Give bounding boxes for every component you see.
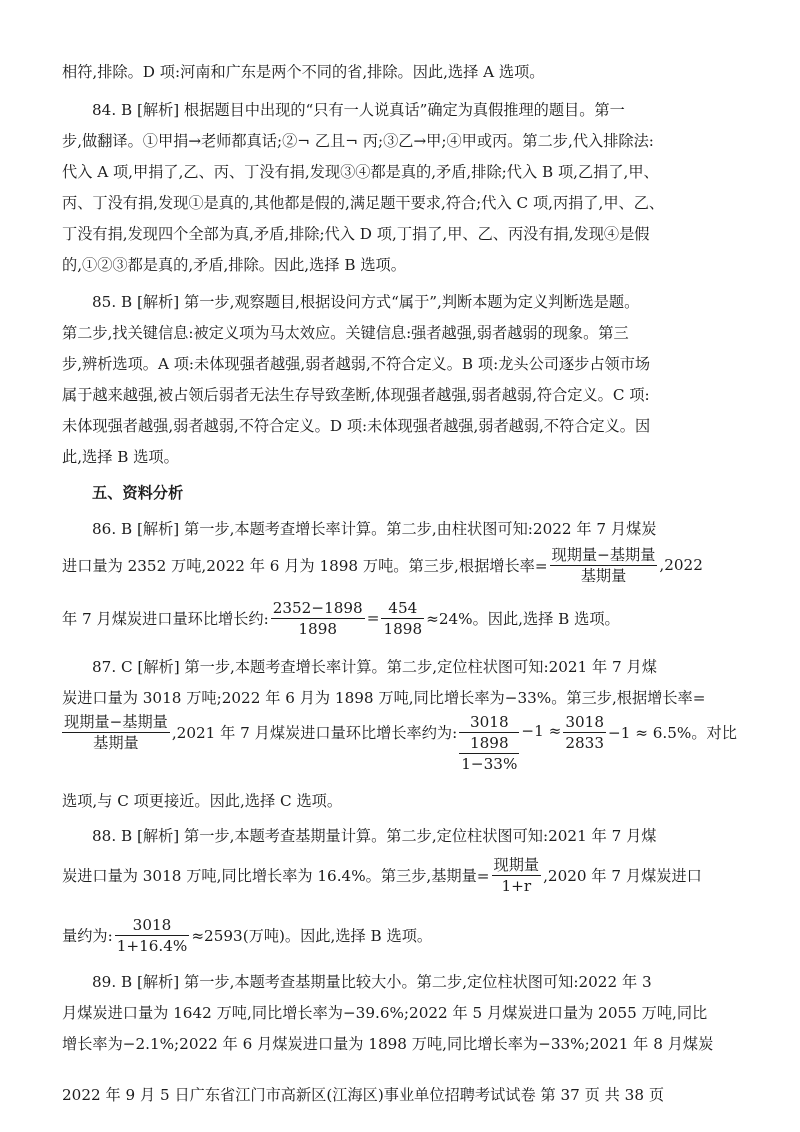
section-heading: 五、资料分析 — [92, 484, 184, 502]
fraction-numerator: 2352−1898 — [272, 598, 363, 617]
fraction-denominator: 1−33% — [461, 755, 518, 773]
fraction-denominator: 2833 — [565, 734, 604, 752]
q89-line: 89. B [解析] 第一步,本题考查基期量比较大小。第二步,定位柱状图可知:2022 年 3 — [92, 973, 652, 991]
page-footer: 2022 年 9 月 5 日广东省江门市高新区(江海区)事业单位招聘考试试卷 第 37 页 共 38 页 — [62, 1086, 665, 1104]
fraction-numerator: 3018 — [459, 712, 519, 733]
fraction-numerator: 现期量 — [493, 855, 540, 874]
q87-text: −1 ≈ — [521, 722, 562, 740]
q88-formula-line — [62, 852, 738, 898]
q86-text: ≈24%。因此,选择 B 选项。 — [426, 609, 620, 628]
q86-fraction-2 — [381, 598, 424, 639]
q86-calc-line — [62, 595, 738, 641]
q88-line: 88. B [解析] 第一步,本题考查基期量计算。第二步,定位柱状图可知:2021 年 7 月煤 — [92, 827, 657, 845]
fraction-numerator: 454 — [381, 598, 424, 619]
fraction-denominator: 1898 — [298, 619, 338, 638]
q86-text: 进口量为 2352 万吨,2022 年 6 月为 1898 万吨。第三步,根据增长率= — [62, 556, 548, 575]
q88-calc-line — [62, 912, 738, 958]
growth-rate-fraction — [62, 712, 170, 753]
q85-line: 第二步,找关键信息:被定义项为马太效应。关键信息:强者越强,弱者越弱的现象。第三 — [62, 324, 629, 342]
q87-line: 选项,与 C 项更接近。因此,选择 C 选项。 — [62, 792, 343, 810]
growth-rate-fraction — [550, 545, 658, 586]
q85-line: 属于越来越强,被占领后弱者无法生存导致垄断,体现强者越强,弱者越弱,符合定义。C 项: — [62, 386, 650, 404]
equals-sign: = — [366, 609, 380, 627]
base-period-fraction — [492, 855, 542, 896]
q87-compound-fraction — [459, 712, 519, 774]
q86-text: ,2022 — [659, 556, 703, 574]
q85-line: 85. B [解析] 第一步,观察题目,根据设问方式“属于”,判断本题为定义判断选是题。 — [92, 293, 640, 311]
fraction-numerator: 3018 — [115, 915, 190, 936]
fraction-numerator: 现期量−基期量 — [551, 545, 656, 564]
q88-text: ,2020 年 7 月煤炭进口 — [543, 866, 702, 885]
fraction-numerator: 3018 — [565, 713, 604, 731]
q88-fraction — [115, 915, 190, 956]
q84-line: 丁没有捐,发现四个全部为真,矛盾,排除;代入 D 项,丁捐了,甲、乙、丙没有捐,发现④是假 — [62, 225, 650, 243]
q84-line: 代入 A 项,甲捐了,乙、丙、丁没有捐,发现③④都是真的,矛盾,排除;代入 B 项,乙捐了,甲、 — [62, 163, 659, 181]
q84-line: 丙、丁没有捐,发现①是真的,其他都是假的,满足题干要求,符合;代入 C 项,丙捐了,甲、乙、 — [62, 194, 665, 212]
q85-line: 此,选择 B 选项。 — [62, 448, 179, 466]
q86-text: 年 7 月煤炭进口量环比增长约: — [62, 609, 269, 628]
fraction-denominator: 1898 — [383, 619, 423, 638]
text-line: 相符,排除。D 项:河南和广东是两个不同的省,排除。因此,选择 A 选项。 — [62, 63, 545, 81]
q85-line: 步,辨析选项。A 项:未体现强者越强,弱者越弱,不符合定义。B 项:龙头公司逐步占领市场 — [62, 355, 651, 373]
fraction-denominator: 基期量 — [580, 566, 627, 585]
q86-formula-line — [62, 542, 738, 588]
fraction-denominator: 1+r — [501, 876, 532, 895]
fraction-denominator: 1898 — [459, 733, 519, 754]
q84-line: 的,①②③都是真的,矛盾,排除。因此,选择 B 选项。 — [62, 256, 406, 274]
q87-line: 87. C [解析] 第一步,本题考查增长率计算。第二步,定位柱状图可知:2021 年 7 月煤 — [92, 658, 657, 676]
q87-fraction — [563, 712, 606, 753]
q86-line: 86. B [解析] 第一步,本题考查增长率计算。第二步,由柱状图可知:2022 年 7 月煤炭 — [92, 520, 657, 538]
q88-text: 量约为: — [62, 926, 113, 945]
q87-formula-line — [62, 712, 738, 774]
q89-line: 月煤炭进口量为 1642 万吨,同比增长率为−39.6%;2022 年 5 月煤炭进口量为 2055 万吨,同比 — [62, 1004, 708, 1022]
q88-text: ≈2593(万吨)。因此,选择 B 选项。 — [191, 926, 433, 945]
q87-text: −1 ≈ 6.5%。对比 — [608, 724, 737, 742]
fraction-numerator: 现期量−基期量 — [64, 713, 168, 731]
q87-text: ,2021 年 7 月煤炭进口量环比增长率约为: — [171, 724, 458, 742]
fraction-denominator: 1+16.4% — [116, 936, 188, 955]
q89-line: 增长率为−2.1%;2022 年 6 月煤炭进口量为 1898 万吨,同比增长率为−33%;2021 年 8 月煤炭 — [62, 1035, 714, 1053]
q88-text: 炭进口量为 3018 万吨,同比增长率为 16.4%。第三步,基期量= — [62, 866, 490, 885]
q87-line: 炭进口量为 3018 万吨;2022 年 6 月为 1898 万吨,同比增长率为−33%。第三步,根据增长率= — [62, 689, 706, 707]
q84-line: 84. B [解析] 根据题目中出现的“只有一人说真话”确定为真假推理的题目。第一 — [92, 101, 625, 119]
fraction-denominator: 基期量 — [93, 734, 139, 752]
q84-line: 步,做翻译。①甲捐→老师都真话;②¬ 乙且¬ 丙;③乙→甲;④甲或丙。第二步,代入排除法: — [62, 132, 654, 150]
q86-fraction — [271, 598, 365, 639]
q85-line: 未体现强者越强,弱者越弱,不符合定义。D 项:未体现强者越强,弱者越弱,不符合定义。因 — [62, 417, 651, 435]
